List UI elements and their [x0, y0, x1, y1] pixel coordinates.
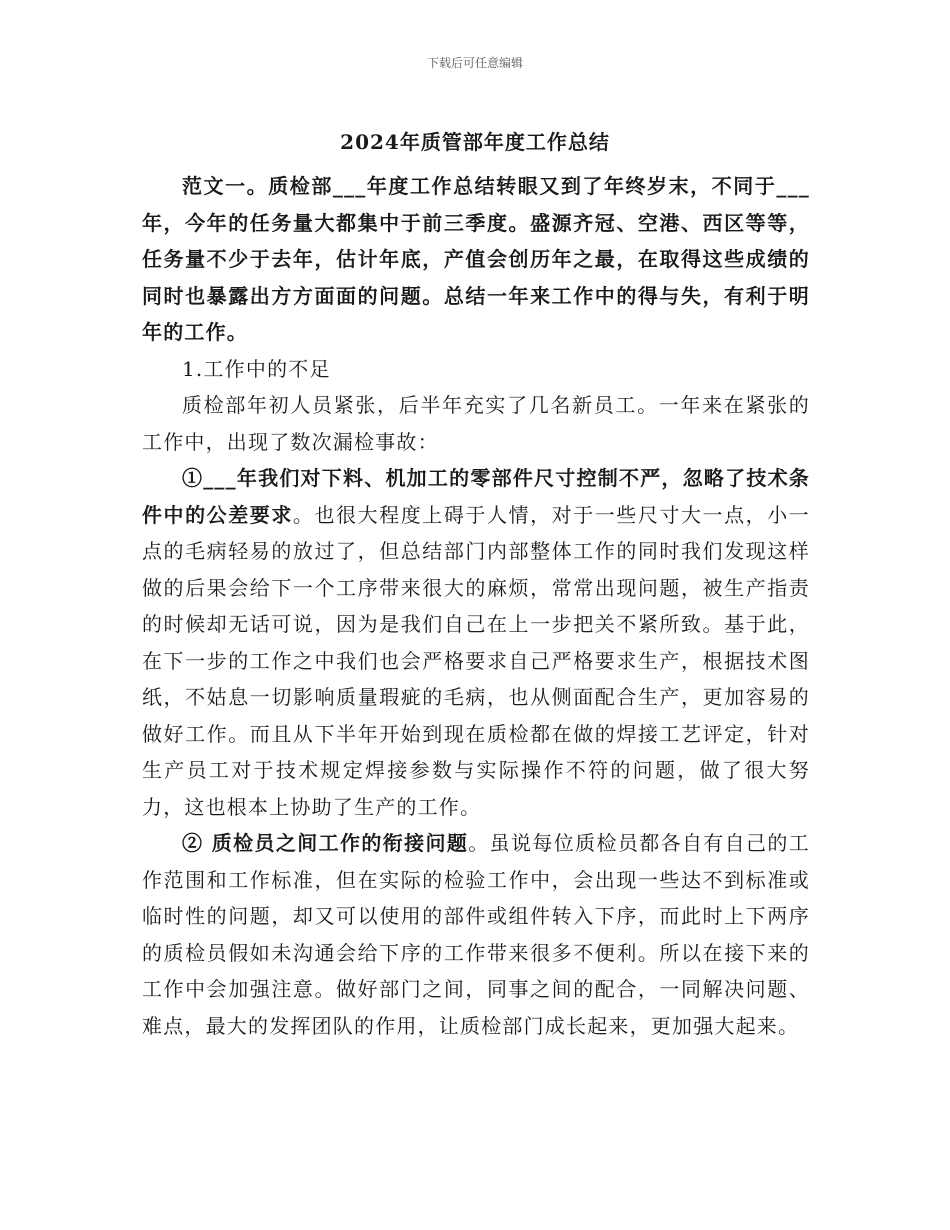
section-paragraph: 质检部年初人员紧张，后半年充实了几名新员工。一年来在紧张的工作中，出现了数次漏检事故：	[142, 393, 810, 454]
section-heading: 1.工作中的不足	[182, 356, 331, 381]
intro-paragraph: 范文一。质检部___年度工作总结转眼又到了年终岁末，不同于___年，今年的任务量大都集中于前三季度。盛源齐冠、空港、西区等等，任务量不少于去年，估计年底，产值会创历年之最，在取得这些成绩的同时也暴露出方方面面的问题。总结一年来工作中的得与失，有利于明年的工作。	[142, 174, 810, 344]
item-2-paragraph	[142, 825, 810, 1044]
item-1-lead: ①___年我们对下料、机加工的零部件尺寸控制不严，忽略了技术条件中的公差要求	[142, 466, 810, 527]
document-title: 2024年质管部年度工作总结	[340, 130, 610, 154]
item-1-paragraph	[142, 460, 810, 825]
item-2-text: 。虽说每位质检员都各自有自己的工作范围和工作标准，但在实际的检验工作中，会出现一些达不到标准或临时性的问题，却又可以使用的部件或组件转入下序，而此时上下两序的质检员假如未沟通会给下序的工作带来很多不便利。所以在接下来的工作中会加强注意。做好部门之间，同事之间的配合，一同解决问题、难点，最大的发挥团队的作用，让质检部门成长起来，更加强大起来。	[142, 831, 811, 1038]
page-header: 下载后可任意编辑	[426, 56, 523, 70]
item-1-text: 。也很大程度上碍于人情，对于一些尺寸大一点，小一点的毛病轻易的放过了，但总结部门内部整体工作的同时我们发现这样做的后果会给下一个工序带来很大的麻烦，常常出现问题，被生产指责的时候却无话可说，因为是我们自己在上一步把关不紧所致。基于此，在下一步的工作之中我们也会严格要求自己严格要求生产，根据技术图纸，不姑息一切影响质量瑕疵的毛病，也从侧面配合生产，更加容易的做好工作。而且从下半年开始到现在质检都在做的焊接工艺评定，针对生产员工对于技术规定焊接参数与实际操作不符的问题，做了很大努力，这也根本上协助了生产的工作。	[142, 502, 810, 819]
item-2-lead: ② 质检员之间工作的衔接问题	[182, 831, 469, 855]
document-body	[142, 168, 810, 1044]
